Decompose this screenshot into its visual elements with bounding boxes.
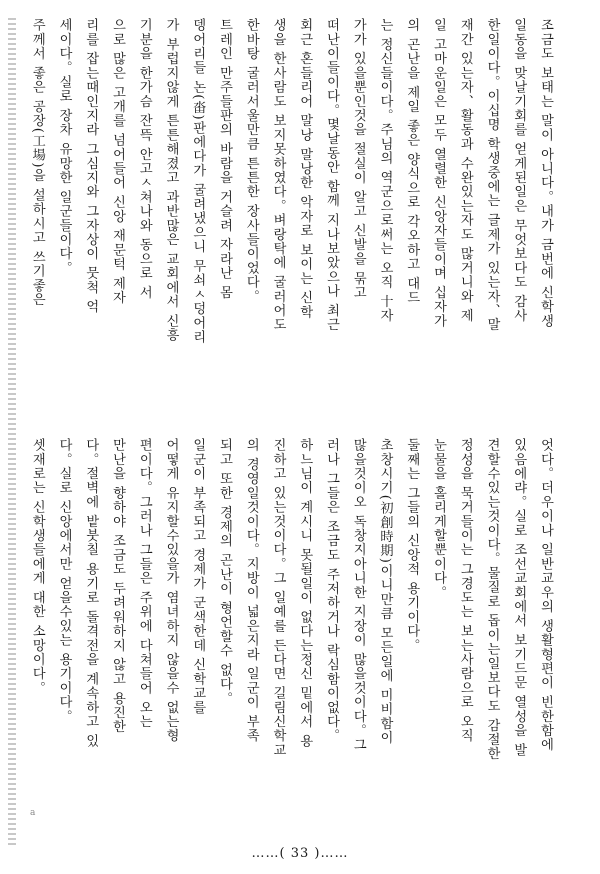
text-column: 기분을 한가슴 잔뜩 안고ㅅ쳐나와 동으로 서 [136, 18, 152, 300]
text-column: 초창시기(初創時期)이니만큼 모든일에 미비함이 [377, 438, 393, 745]
text-column: 는 정신들이다。주님의 역군으로써는 오직 十자 [377, 18, 393, 323]
lower-text-block [25, 438, 560, 838]
text-column: 가가 있을뿐인것을 절실이 알고 신발을 묶고 [350, 18, 366, 300]
text-column: 견할수있는것이다。물질로 돕이는일보다도 감절한 [484, 438, 500, 761]
upper-text-block [25, 18, 560, 418]
text-column: 러나 그들은 조금도 주저하거나 락심함이없다。 [324, 438, 339, 743]
text-column: 의 곤난을 제일 좋은 양식으로 각오하고 대드 [404, 18, 420, 305]
text-column: 되고 또한 경제의 곤난이 형언할수 없다。 [217, 438, 232, 706]
text-column: 뎅어리들 논(畓)판에다가 굴려냈으니 무쇠ㅅ덩어리 [190, 18, 206, 345]
text-column: 편이다。그러나 그들은 주위에 다쳐들어 오는 [136, 438, 152, 729]
text-column: 회근 혼들리어 말낭 말낭한 악자로 보이는 신학 [297, 18, 313, 319]
text-column: 정성을 묵거들이는 그경도는 보는사람으로 오직 [457, 438, 473, 743]
text-column: 생을 한사람도 보지못하였다。벼랑탁에 굴러어도 [270, 18, 286, 332]
text-column: 둘째는 그들의 신앙적 용기이다。 [404, 438, 420, 653]
text-column: 눈물을 홀리게할뿐이다。 [431, 438, 446, 600]
text-column: 리를 잡는때인지라 그심지와 그자상이 뭇척 억 [83, 18, 99, 314]
text-column: 한일이다。이십명 학생중에는 글제가 있는자、말 [484, 18, 500, 332]
corner-mark: a [30, 808, 36, 818]
text-column: 일동을 맞날기회를 얻게된일은 무엇보다도 감사 [511, 18, 527, 323]
text-column: 일 고마운일은 모두 열렬한 신앙자들이며 십자가 [431, 18, 446, 328]
text-column: 다。실로 신앙에서만 얻을수있는 용기이다。 [56, 438, 72, 724]
text-column: 의 경영일것이다。지방이 넓은지라 일군이 부족 [243, 438, 259, 743]
page-number: ……( 33 )…… [251, 846, 349, 861]
binding-edge [8, 18, 16, 848]
text-column: 떠난이들이다。몇날동안 함께 지나보았으나 최근 [324, 18, 339, 332]
text-column: 많을것이오 독창지아니한 지장이 많을것이다。그 [350, 438, 366, 752]
text-column: 만난을 향하야 조금도 두려워하지 않고 용진한 [110, 438, 125, 734]
text-column: 으로 많은 고개를 넘어들어 신앙 재문턱 제자 [110, 18, 125, 305]
text-column: 엇다。더우이나 일반교우의 생활형편이 빈한함에 [538, 438, 553, 752]
text-column: 세이다。실로 장차 유망한 일군들이다。 [56, 18, 72, 275]
text-column: 셋재로는 신학생들에게 대한 소망이다。 [29, 438, 45, 695]
text-column: 재간 있는자、활동과 수완있는자도 많거니와 제 [457, 18, 473, 323]
text-column: 있음에랴。실로 조선교회에서 보기드문 열성을 발 [511, 438, 527, 757]
text-column: 주께서 좋은 공장(工場)을 설하시고 쓰기좋은 [29, 18, 45, 307]
text-column: 가 부럽지않게 튼튼해졌고 과반많은 교회에서 신흥 [163, 18, 179, 343]
text-column: 트레인 만주들판의 바람을 거슬려 자라난 몸 [217, 18, 232, 300]
text-column: 하느님이 계시니 못될일이 없다는정신 밑에서 용 [297, 438, 313, 748]
text-column: 조금도 보태는 말이 아니다。내가 금번에 신학생 [538, 18, 553, 328]
text-column: 한바탕 굴러서울만큼 튼튼한 장사들이었다。 [243, 18, 259, 304]
text-column: 일군이 부족되고 경제가 군색한데 신학교를 [190, 438, 206, 715]
text-column: 다。절벽에 밭붓칠 용기로 돌격전을 계속하고 있 [83, 438, 99, 748]
text-column: 어떻게 유지할수있을가 염녀하지 않을수 없는형 [163, 438, 179, 743]
text-column: 진하고 있는것이다。그 일예를 든다면 길림신학교 [270, 438, 286, 757]
